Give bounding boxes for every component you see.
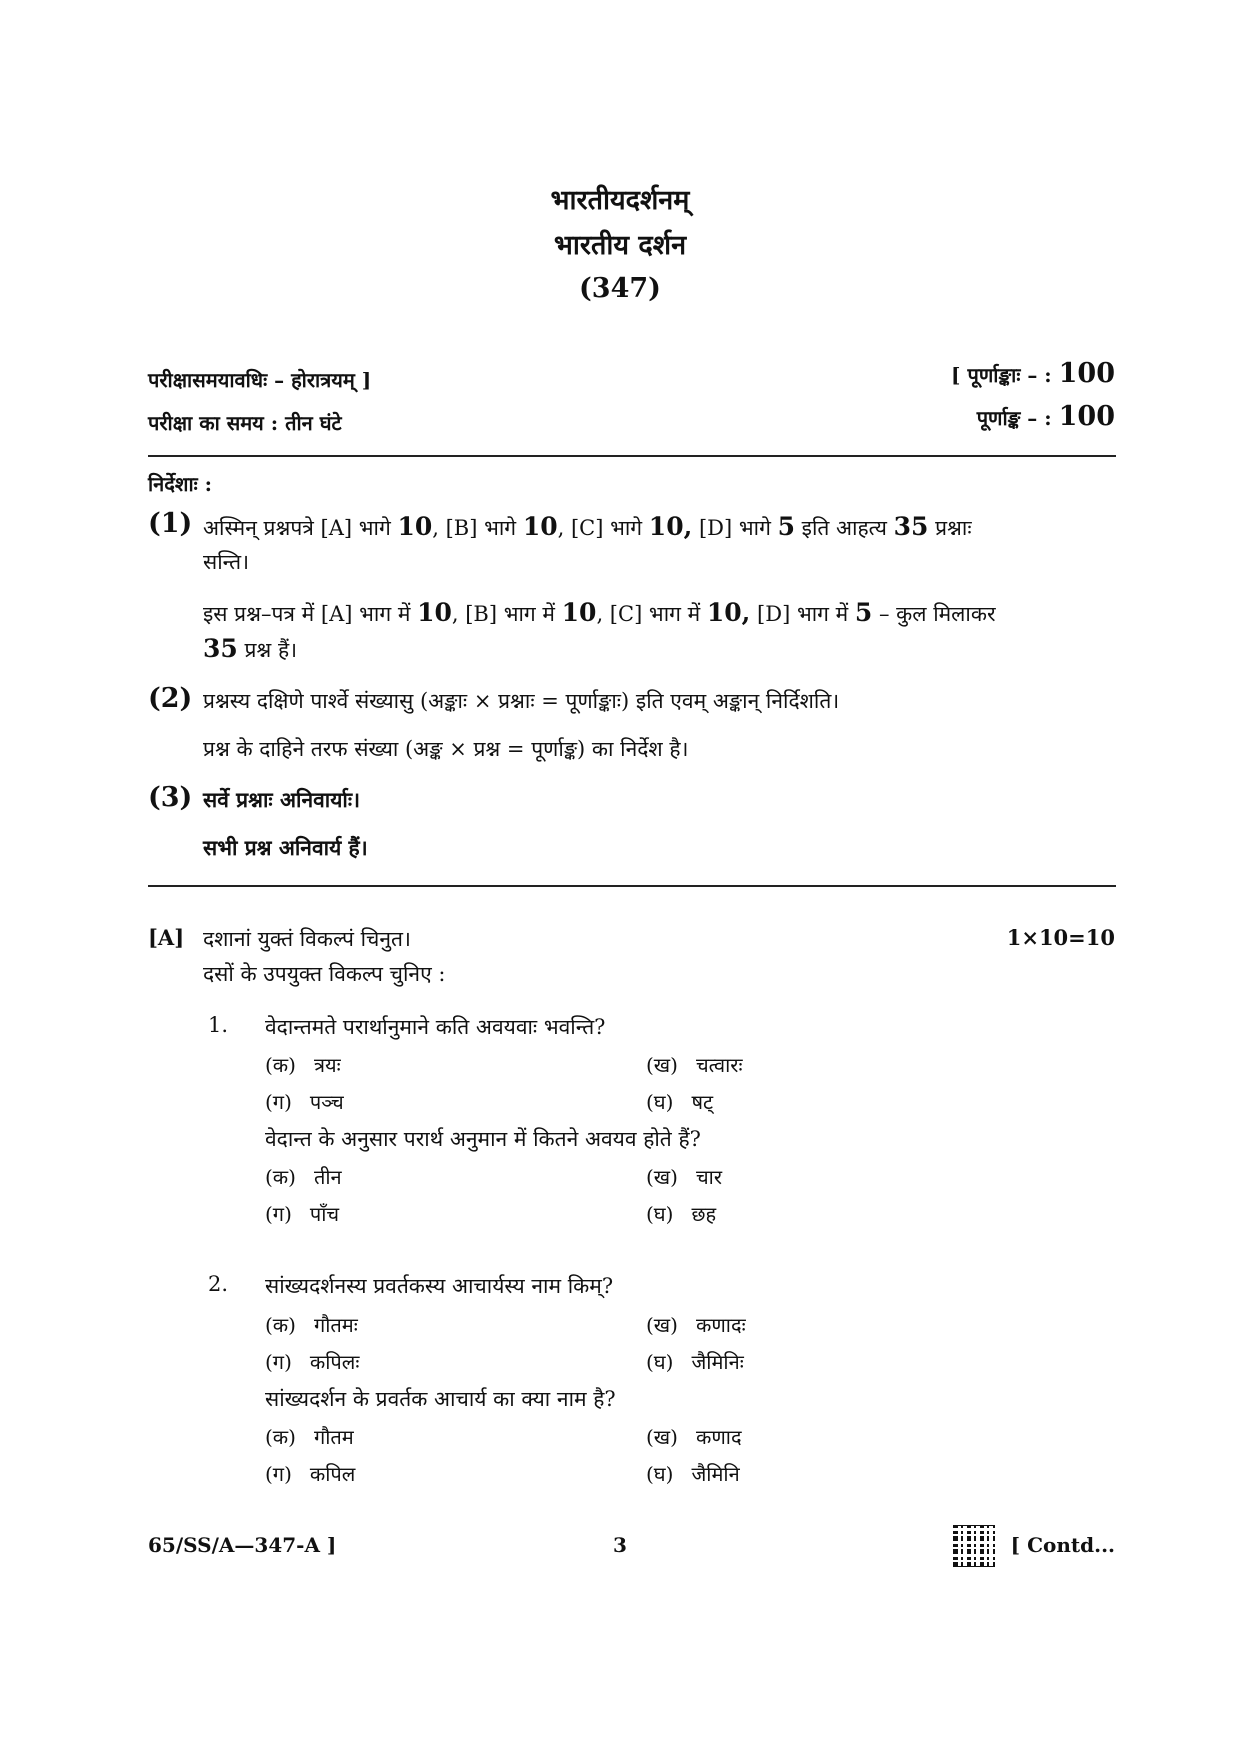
- instruction-1-hindi-line1: [203, 598, 996, 628]
- text-part: [D] भाग में: [750, 602, 855, 626]
- text-part: , [C] भाग में: [596, 602, 707, 626]
- count-part: 10: [417, 598, 452, 627]
- instruction-3-number: (3): [148, 782, 193, 813]
- option-text: पाँच: [309, 1202, 340, 1226]
- q2-h-option-gha: [646, 1460, 740, 1487]
- text-part: – कुल मिलाकर: [872, 602, 996, 626]
- option-text: जैमिनिः: [691, 1350, 744, 1374]
- option-text: कपिल: [309, 1462, 356, 1486]
- text-part: [D] भागे: [692, 516, 778, 540]
- question-2-hindi: सांख्यदर्शन के प्रवर्तक आचार्य का क्या नाम है?: [265, 1387, 616, 1411]
- paper-code: (347): [579, 273, 661, 304]
- footer-continued: [ Contd...: [1010, 1533, 1115, 1557]
- option-key: (घ): [646, 1090, 674, 1114]
- count-part: 10: [561, 598, 597, 627]
- q2-s-option-kha: [646, 1311, 746, 1338]
- q1-h-option-ka: [265, 1163, 342, 1190]
- section-label: [A]: [148, 925, 185, 950]
- instruction-3-hindi: सभी प्रश्न अनिवार्य हैं।: [203, 835, 368, 860]
- instruction-1-sanskrit-line2: सन्ति।: [203, 550, 250, 574]
- q1-h-option-kha: [646, 1163, 722, 1190]
- count-part: 5: [777, 512, 795, 541]
- q1-s-option-ka: [265, 1051, 341, 1078]
- question-1-number: 1.: [208, 1013, 229, 1037]
- q2-s-option-gha: [646, 1348, 744, 1375]
- footer-page-number: 3: [613, 1533, 627, 1557]
- marks-hindi-value: 100: [1058, 401, 1115, 432]
- option-key: (ग): [265, 1462, 292, 1486]
- section-marks: 1×10=10: [1006, 925, 1115, 950]
- instruction-1-hindi-line2: [203, 634, 297, 664]
- instruction-2-sanskrit: प्रश्नस्य दक्षिणे पार्श्वे संख्यासु (अङ्काः × प्रश्नाः = पूर्णाङ्काः) इति एवम् अङ्कान् निर्दिशति।: [203, 689, 840, 713]
- q1-h-option-ga: [265, 1200, 339, 1227]
- q1-h-option-gha: [646, 1200, 716, 1227]
- text-part: , [B] भागे: [432, 516, 523, 540]
- paper-title-sanskrit: भारतीयदर्शनम्: [550, 185, 690, 216]
- instruction-1-sanskrit-line1: [203, 512, 972, 542]
- count-part: 35: [893, 512, 929, 541]
- q2-s-option-ka: [265, 1311, 358, 1338]
- marks-hindi-label: पूर्णाङ्क – :: [976, 406, 1059, 430]
- option-key: (घ): [646, 1202, 674, 1226]
- option-text: षट्: [691, 1090, 714, 1114]
- option-text: कपिलः: [309, 1350, 360, 1374]
- option-text: गौतमः: [313, 1313, 358, 1337]
- option-key: (क): [265, 1313, 296, 1337]
- time-sanskrit: परीक्षासमयावधिः – होरात्रयम् ]: [148, 368, 372, 392]
- footer-paper-code: 65/SS/A—347-A ]: [148, 1533, 337, 1557]
- count-part: 10,: [706, 598, 751, 627]
- marks-hindi: [977, 401, 1115, 432]
- text-part: प्रश्न हैं।: [237, 638, 298, 662]
- time-hindi: परीक्षा का समय : तीन घंटे: [148, 411, 342, 435]
- header-divider: [148, 455, 1116, 457]
- count-part: 5: [854, 598, 873, 627]
- paper-title-hindi: भारतीय दर्शन: [553, 230, 687, 261]
- option-key: (ख): [646, 1165, 678, 1189]
- text-part: इस प्रश्न–पत्र में [A] भाग में: [203, 602, 418, 626]
- instruction-2-hindi: प्रश्न के दाहिने तरफ संख्या (अङ्क × प्रश्न = पूर्णाङ्क) का निर्देश है।: [203, 737, 689, 761]
- option-text: तीन: [313, 1165, 342, 1189]
- option-text: त्रयः: [313, 1053, 341, 1077]
- text-part: प्रश्नाः: [928, 516, 972, 540]
- instruction-2-number: (2): [148, 683, 193, 714]
- option-key: (घ): [646, 1462, 674, 1486]
- section-instruction-sanskrit: दशानां युक्तं विकल्पं चिनुत।: [203, 927, 411, 951]
- option-key: (क): [265, 1165, 296, 1189]
- question-2-sanskrit: सांख्यदर्शनस्य प्रवर्तकस्य आचार्यस्य नाम किम्?: [265, 1274, 614, 1298]
- option-key: (ग): [265, 1202, 292, 1226]
- text-part: , [B] भाग में: [451, 602, 562, 626]
- q1-s-option-gha: [646, 1088, 713, 1115]
- instruction-3-sanskrit: सर्वे प्रश्नाः अनिवार्याः।: [203, 787, 361, 812]
- instructions-heading: निर्देशाः :: [148, 472, 213, 496]
- option-key: (ग): [265, 1350, 292, 1374]
- q2-h-option-ka: [265, 1423, 354, 1450]
- q2-s-option-ga: [265, 1348, 359, 1375]
- section-instruction-hindi: दसों के उपयुक्त विकल्प चुनिए :: [203, 962, 446, 986]
- marks-sanskrit-label: [ पूर्णाङ्काः – :: [951, 363, 1059, 387]
- option-text: पञ्च: [309, 1090, 344, 1114]
- option-key: (क): [265, 1053, 296, 1077]
- text-part: इति आहत्य: [794, 516, 894, 540]
- option-text: जैमिनि: [691, 1462, 740, 1486]
- text-part: , [C] भागे: [557, 516, 649, 540]
- count-part: 35: [203, 634, 238, 663]
- option-text: कणाद: [695, 1425, 742, 1449]
- question-1-sanskrit: वेदान्तमते परार्थानुमाने कति अवयवाः भवन्ति?: [265, 1015, 606, 1039]
- option-key: (ख): [646, 1313, 678, 1337]
- q2-h-option-ga: [265, 1460, 355, 1487]
- text-part: अस्मिन् प्रश्नपत्रे [A] भागे: [203, 516, 398, 540]
- option-text: कणादः: [695, 1313, 746, 1337]
- question-1-hindi: वेदान्त के अनुसार परार्थ अनुमान में कितने अवयव होते हैं?: [265, 1127, 701, 1151]
- q1-s-option-kha: [646, 1051, 743, 1078]
- count-part: 10,: [648, 512, 693, 541]
- option-text: चत्वारः: [695, 1053, 743, 1077]
- marks-sanskrit-value: 100: [1058, 358, 1115, 389]
- q1-s-option-ga: [265, 1088, 344, 1115]
- option-text: गौतम: [313, 1425, 354, 1449]
- option-key: (ख): [646, 1425, 678, 1449]
- question-2-number: 2.: [208, 1272, 229, 1296]
- qr-code-icon: [953, 1525, 995, 1567]
- instructions-divider: [148, 885, 1116, 887]
- option-key: (क): [265, 1425, 296, 1449]
- q2-h-option-kha: [646, 1423, 742, 1450]
- option-text: चार: [695, 1165, 723, 1189]
- count-part: 10: [522, 512, 558, 541]
- instruction-1-number: (1): [148, 508, 193, 539]
- option-key: (ख): [646, 1053, 678, 1077]
- marks-sanskrit: [951, 358, 1115, 389]
- count-part: 10: [397, 512, 433, 541]
- option-key: (घ): [646, 1350, 674, 1374]
- option-text: छह: [691, 1202, 717, 1226]
- option-key: (ग): [265, 1090, 292, 1114]
